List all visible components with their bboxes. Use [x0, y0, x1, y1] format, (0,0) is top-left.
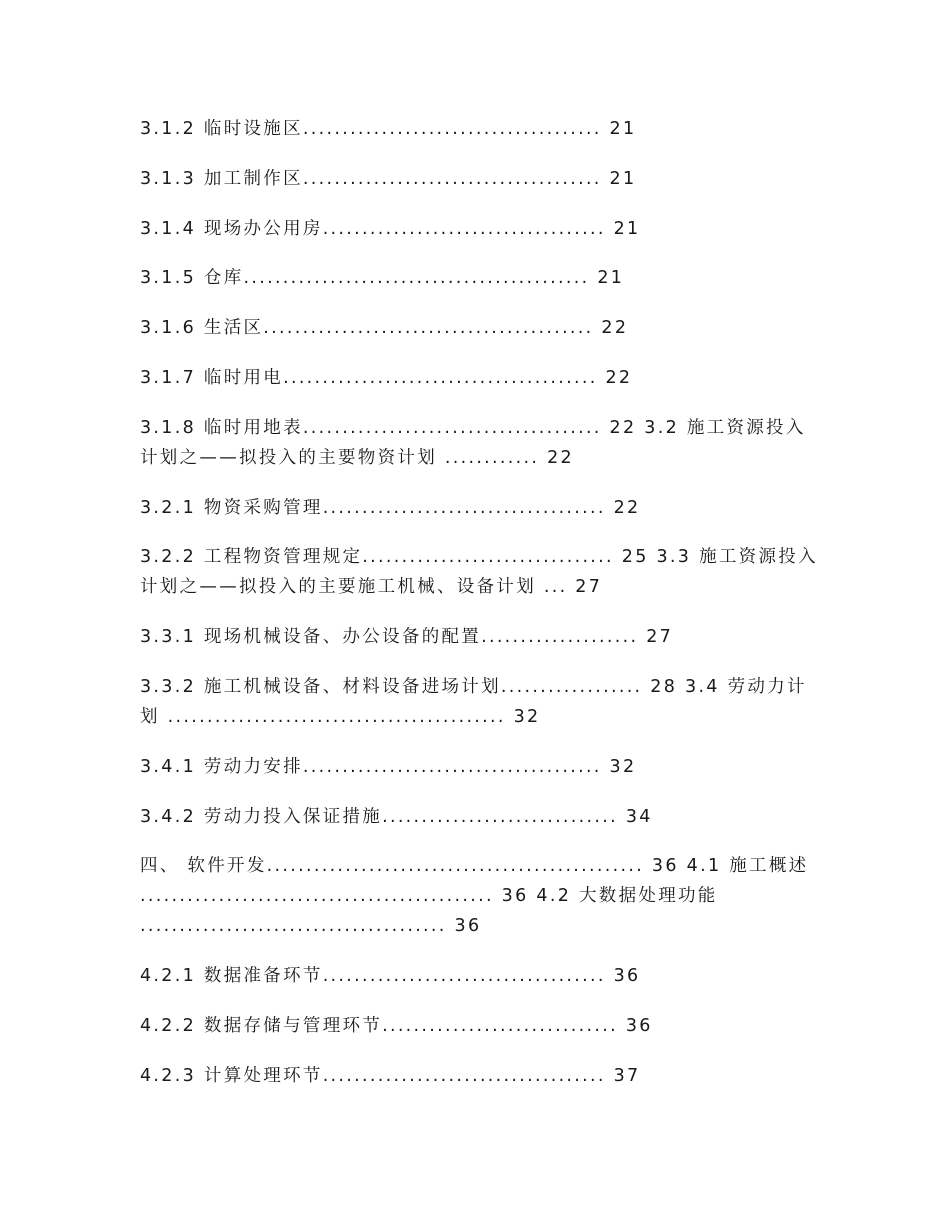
- toc-entry-3-3-1[interactable]: 3.3.1 现场机械设备、办公设备的配置.................... 27: [140, 627, 674, 648]
- toc-entry-3-1-7[interactable]: 3.1.7 临时用电........................................ 22: [140, 367, 633, 388]
- table-of-contents: [140, 114, 820, 1091]
- toc-entry-4-2-3[interactable]: 4.2.3 计算处理环节.................................... 37: [140, 1065, 641, 1086]
- toc-entry-3-1-4[interactable]: 3.1.4 现场办公用房.................................... 21: [140, 218, 641, 239]
- toc-entry-3-2-2[interactable]: 3.2.2 工程物资管理规定................................ 25 3.3 施工资源投入计划之——拟投入的主要施工机械、设备计划 ... 27: [140, 547, 818, 598]
- toc-entry-3-1-3[interactable]: 3.1.3 加工制作区...................................... 21: [140, 168, 637, 189]
- toc-entry-3-4-2[interactable]: 3.4.2 劳动力投入保证措施.............................. 34: [140, 806, 653, 827]
- toc-entry-4-2-1[interactable]: 4.2.1 数据准备环节.................................... 36: [140, 966, 641, 987]
- toc-entry-3-1-8[interactable]: 3.1.8 临时用地表...................................... 22 3.2 施工资源投入计划之——拟投入的主要物资计划 ............ 22: [140, 417, 806, 468]
- toc-entry-3-1-2[interactable]: 3.1.2 临时设施区...................................... 21: [140, 119, 637, 139]
- toc-entry-3-1-5[interactable]: 3.1.5 仓库............................................ 21: [140, 268, 625, 289]
- toc-entry-3-1-6[interactable]: 3.1.6 生活区.......................................... 22: [140, 318, 629, 339]
- toc-entry-chapter-4[interactable]: 四、 软件开发................................................ 36 4.1 施工概述 ............................................. 36 4.2 大数据处理功能 ....................................... 36: [140, 856, 817, 937]
- toc-entry-4-2-2[interactable]: 4.2.2 数据存储与管理环节.............................. 36: [140, 1015, 653, 1036]
- toc-entry-3-3-2[interactable]: 3.3.2 施工机械设备、材料设备进场计划.................. 28 3.4 劳动力计划 ........................................... 32: [140, 676, 807, 727]
- toc-entry-3-2-1[interactable]: 3.2.1 物资采购管理.................................... 22: [140, 497, 641, 518]
- toc-entry-3-4-1[interactable]: 3.4.1 劳动力安排...................................... 32: [140, 756, 637, 777]
